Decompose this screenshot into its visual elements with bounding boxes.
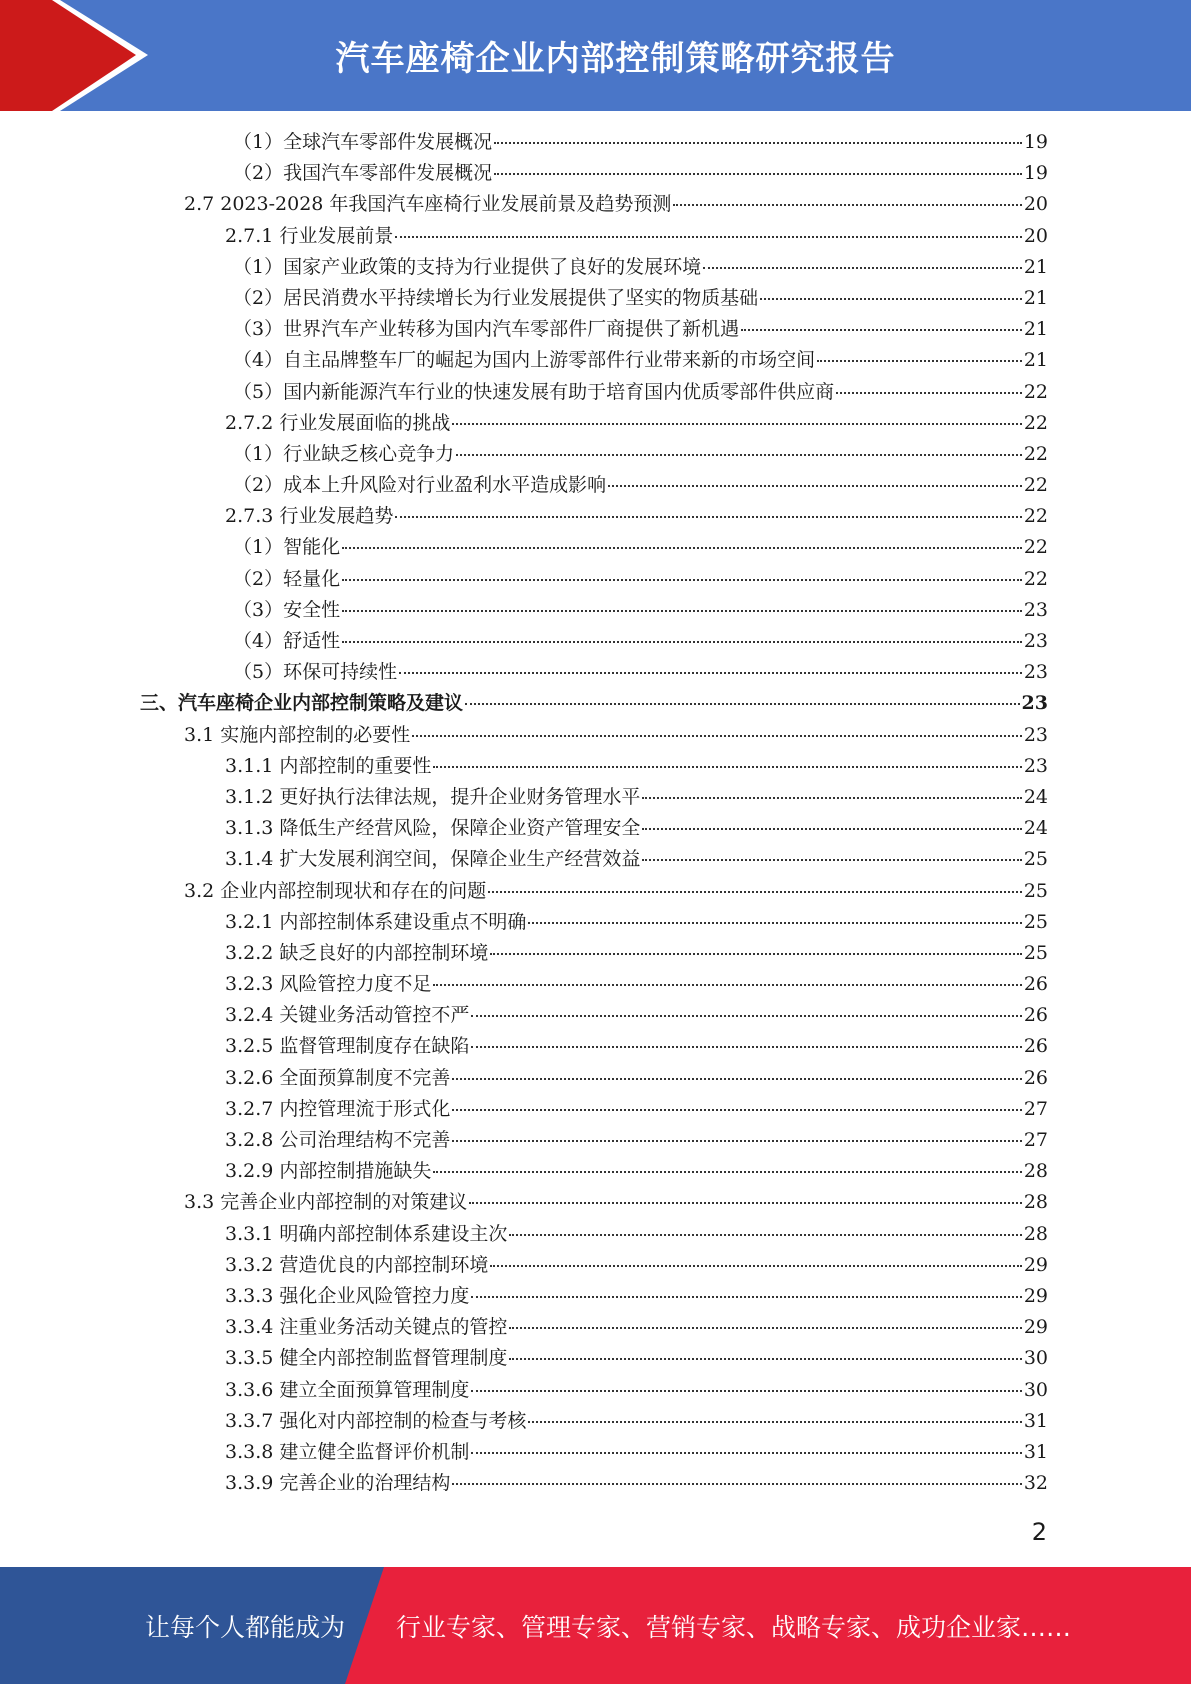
- toc-entry[interactable]: [140, 1250, 1048, 1281]
- toc-entry-page: 27: [1023, 1097, 1048, 1120]
- toc-dot-leader: [452, 423, 1021, 425]
- toc-dot-leader: [342, 641, 1022, 643]
- toc-dot-leader: [741, 329, 1022, 331]
- toc-entry[interactable]: [140, 907, 1048, 938]
- toc-entry[interactable]: [140, 345, 1048, 376]
- toc-entry-page: 28: [1023, 1191, 1048, 1214]
- toc-entry-title: 2.7.2 行业发展面临的挑战: [225, 411, 451, 434]
- toc-dot-leader: [433, 984, 1021, 986]
- toc-entry-title: 3.1.1 内部控制的重要性: [225, 754, 432, 777]
- footer-slogan-left: 让每个人都能成为: [144, 1612, 345, 1642]
- page-header: [0, 0, 1191, 111]
- toc-dot-leader: [395, 236, 1021, 238]
- toc-entry-page: 22: [1023, 411, 1048, 434]
- toc-entry-page: 26: [1023, 1004, 1048, 1027]
- toc-entry-title: （1）行业缺乏核心竞争力: [233, 442, 455, 465]
- toc-entry-title: 3.2.1 内部控制体系建设重点不明确: [225, 910, 527, 933]
- toc-entry-title: 3.1.4 扩大发展利润空间，保障企业生产经营效益: [225, 848, 641, 871]
- toc-entry-page: 20: [1023, 224, 1048, 247]
- toc-entry-page: 26: [1023, 1066, 1048, 1089]
- toc-entry[interactable]: [140, 782, 1048, 813]
- toc-entry-page: 19: [1023, 131, 1048, 153]
- toc-entry-title: 3.2.7 内控管理流于形式化: [225, 1097, 451, 1120]
- toc-entry-title: 3.2.4 关键业务活动管控不严: [225, 1004, 470, 1027]
- toc-entry-title: （1）国家产业政策的支持为行业提供了良好的发展环境: [233, 255, 702, 278]
- toc-entry[interactable]: [140, 252, 1048, 283]
- toc-entry-page: 20: [1023, 193, 1048, 216]
- toc-dot-leader: [342, 547, 1022, 549]
- page-number: 2: [1031, 1518, 1047, 1546]
- toc-dot-leader: [642, 797, 1021, 799]
- toc-dot-leader: [673, 204, 1021, 206]
- toc-entry-page: 24: [1023, 785, 1048, 808]
- toc-entry[interactable]: [140, 470, 1048, 501]
- toc-entry[interactable]: [140, 439, 1048, 470]
- toc-dot-leader: [642, 828, 1021, 830]
- toc-dot-leader: [471, 1046, 1021, 1048]
- toc-dot-leader: [433, 766, 1021, 768]
- toc-dot-leader: [452, 1078, 1021, 1080]
- toc-entry-title: 3.1.2 更好执行法律法规，提升企业财务管理水平: [225, 785, 641, 808]
- toc-entry-page: 23: [1023, 723, 1048, 746]
- toc-entry[interactable]: [140, 314, 1048, 345]
- toc-entry-page: 22: [1023, 536, 1048, 559]
- toc-dot-leader: [509, 1234, 1021, 1236]
- toc-entry-page: 21: [1023, 349, 1048, 372]
- toc-entry-title: （5）环保可持续性: [233, 661, 398, 684]
- toc-dot-leader: [469, 1202, 1022, 1204]
- toc-entry-title: 3.2.5 监督管理制度存在缺陷: [225, 1035, 470, 1058]
- toc-entry[interactable]: [140, 1094, 1048, 1125]
- toc-dot-leader: [509, 1327, 1021, 1329]
- toc-entry-page: 28: [1023, 1222, 1048, 1245]
- toc-entry-title: （2）成本上升风险对行业盈利水平造成影响: [233, 474, 607, 497]
- toc-entry-title: （2）居民消费水平持续增长为行业发展提供了坚实的物质基础: [233, 286, 759, 309]
- toc-dot-leader: [452, 1140, 1021, 1142]
- toc-entry-page: 22: [1023, 380, 1048, 403]
- toc-entry-title: 3.3.8 建立健全监督评价机制: [225, 1440, 470, 1463]
- toc-entry[interactable]: [140, 1343, 1048, 1374]
- toc-entry-title: （3）安全性: [233, 598, 341, 621]
- toc-entry[interactable]: [140, 1375, 1048, 1406]
- footer-slogan-right: 行业专家、管理专家、营销专家、战略专家、成功企业家……: [396, 1612, 1072, 1642]
- toc-entry[interactable]: [140, 127, 1048, 158]
- toc-dot-leader: [608, 485, 1022, 487]
- toc-dot-leader: [342, 579, 1022, 581]
- toc-entry-title: 三、汽车座椅企业内部控制策略及建议: [140, 692, 464, 715]
- toc-entry[interactable]: [140, 1000, 1048, 1031]
- toc-entry[interactable]: [140, 657, 1048, 688]
- toc-entry[interactable]: [140, 501, 1048, 532]
- toc-entry-page: 23: [1023, 754, 1048, 777]
- toc-entry[interactable]: [140, 1468, 1048, 1499]
- toc-entry[interactable]: [140, 189, 1048, 220]
- toc-entry[interactable]: [140, 1312, 1048, 1343]
- toc-entry-title: （4）舒适性: [233, 630, 341, 652]
- toc-dot-leader: [490, 1265, 1021, 1267]
- toc-entry-page: 21: [1023, 286, 1048, 309]
- toc-entry[interactable]: [140, 564, 1048, 595]
- toc-entry-page: 28: [1023, 1160, 1048, 1183]
- toc-entry[interactable]: [140, 1219, 1048, 1250]
- toc-entry-title: （5）国内新能源汽车行业的快速发展有助于培育国内优质零部件供应商: [233, 380, 835, 403]
- toc-entry-page: 25: [1023, 941, 1048, 964]
- toc-entry-title: 3.2 企业内部控制现状和存在的问题: [184, 879, 487, 902]
- toc-dot-leader: [471, 1015, 1021, 1017]
- toc-entry[interactable]: [140, 688, 1048, 719]
- toc-entry-title: 3.1 实施内部控制的必要性: [184, 723, 411, 746]
- toc-entry-page: 29: [1023, 1316, 1048, 1339]
- toc-dot-leader: [528, 1421, 1021, 1423]
- toc-entry-title: 3.3.6 建立全面预算管理制度: [225, 1378, 470, 1401]
- toc-dot-leader: [494, 173, 1022, 175]
- toc-entry-page: 25: [1023, 879, 1048, 902]
- toc-entry[interactable]: [140, 1437, 1048, 1468]
- report-title: 汽车座椅企业内部控制策略研究报告: [335, 39, 896, 79]
- toc-entry-title: 3.1.3 降低生产经营风险，保障企业资产管理安全: [225, 817, 641, 840]
- toc-dot-leader: [395, 516, 1021, 518]
- toc-entry[interactable]: [140, 938, 1048, 969]
- toc-dot-leader: [490, 953, 1021, 955]
- toc-entry-page: 31: [1023, 1409, 1048, 1432]
- toc-entry[interactable]: [140, 720, 1048, 751]
- toc-entry-page: 25: [1023, 848, 1048, 871]
- toc-entry-page: 22: [1023, 505, 1048, 528]
- toc-entry[interactable]: [140, 1031, 1048, 1062]
- toc-entry-title: （3）世界汽车产业转移为国内汽车零部件厂商提供了新机遇: [233, 318, 740, 341]
- toc-entry-page: 21: [1023, 255, 1048, 278]
- toc-entry-page: 29: [1023, 1284, 1048, 1307]
- toc-entry-page: 23: [1023, 630, 1048, 652]
- toc-entry[interactable]: [140, 1281, 1048, 1312]
- toc-entry-page: 23: [1023, 661, 1048, 684]
- toc-entry[interactable]: [140, 283, 1048, 314]
- toc-entry-page: 32: [1023, 1472, 1048, 1495]
- toc-entry[interactable]: [140, 969, 1048, 1000]
- toc-entry[interactable]: [140, 813, 1048, 844]
- toc-entry[interactable]: [140, 1187, 1048, 1218]
- toc-entry-title: 2.7.1 行业发展前景: [225, 224, 394, 247]
- toc-entry-page: 26: [1023, 973, 1048, 996]
- toc-entry-page: 19: [1023, 162, 1048, 185]
- page-footer: [0, 1567, 1191, 1684]
- toc-dot-leader: [412, 735, 1022, 737]
- toc-entry-page: 25: [1023, 910, 1048, 933]
- toc-entry-page: 27: [1023, 1129, 1048, 1151]
- toc-entry-page: 24: [1023, 817, 1048, 840]
- toc-entry[interactable]: [140, 221, 1048, 252]
- toc-entry[interactable]: [140, 408, 1048, 439]
- toc-entry-page: 26: [1023, 1035, 1048, 1058]
- toc-dot-leader: [509, 1358, 1021, 1360]
- toc-entry[interactable]: [140, 532, 1048, 563]
- toc-dot-leader: [528, 922, 1021, 924]
- toc-entry-page: 31: [1023, 1440, 1048, 1463]
- toc-entry-page: 23: [1023, 598, 1048, 621]
- toc-entry-title: 3.3.9 完善企业的治理结构: [225, 1472, 451, 1495]
- toc-dot-leader: [471, 1452, 1021, 1454]
- toc-entry[interactable]: [140, 844, 1048, 875]
- toc-entry-title: 3.2.9 内部控制措施缺失: [225, 1160, 432, 1183]
- toc-entry-title: 3.3.5 健全内部控制监督管理制度: [225, 1347, 508, 1370]
- toc-entry[interactable]: [140, 876, 1048, 907]
- toc-dot-leader: [642, 859, 1021, 861]
- toc-dot-leader: [836, 392, 1022, 394]
- toc-entry-page: 22: [1023, 474, 1048, 497]
- toc-dot-leader: [471, 1390, 1021, 1392]
- toc-entry-page: 21: [1023, 318, 1048, 341]
- toc-entry-title: （1）智能化: [233, 536, 341, 559]
- toc-entry-page: 30: [1023, 1347, 1048, 1370]
- toc-dot-leader: [452, 1109, 1021, 1111]
- toc-entry[interactable]: [140, 1125, 1048, 1156]
- toc-entry[interactable]: [140, 1156, 1048, 1187]
- toc-entry-page: 23: [1021, 692, 1048, 715]
- toc-entry[interactable]: [140, 1063, 1048, 1094]
- toc-dot-leader: [488, 891, 1022, 893]
- toc-dot-leader: [817, 360, 1022, 362]
- toc-entry-title: 3.2.3 风险管控力度不足: [225, 973, 432, 996]
- toc-dot-leader: [452, 1483, 1021, 1485]
- toc-entry-title: 3.2.8 公司治理结构不完善: [225, 1129, 451, 1151]
- toc-entry-title: （4）自主品牌整车厂的崛起为国内上游零部件行业带来新的市场空间: [233, 349, 816, 372]
- toc-dot-leader: [399, 672, 1022, 674]
- toc-entry[interactable]: [140, 751, 1048, 782]
- toc-dot-leader: [433, 1171, 1021, 1173]
- toc-entry[interactable]: [140, 626, 1048, 657]
- toc-dot-leader: [760, 298, 1022, 300]
- toc-entry-page: 29: [1023, 1253, 1048, 1276]
- toc-entry-title: 3.3.3 强化企业风险管控力度: [225, 1284, 470, 1307]
- toc-entry-title: 2.7.3 行业发展趋势: [225, 505, 394, 528]
- toc-entry[interactable]: [140, 158, 1048, 189]
- header-arrow-icon: [0, 0, 160, 111]
- toc-entry-title: （2）我国汽车零部件发展概况: [233, 162, 493, 185]
- toc-dot-leader: [471, 1296, 1021, 1298]
- toc-dot-leader: [342, 610, 1022, 612]
- toc-entry[interactable]: [140, 595, 1048, 626]
- toc-dot-leader: [465, 703, 1020, 705]
- toc-dot-leader: [456, 454, 1022, 456]
- toc-entry-title: 3.3.4 注重业务活动关键点的管控: [225, 1316, 508, 1339]
- table-of-contents: [140, 127, 1048, 1499]
- toc-entry-title: 3.3.7 强化对内部控制的检查与考核: [225, 1409, 527, 1432]
- toc-entry[interactable]: [140, 377, 1048, 408]
- toc-entry-title: 2.7 2023-2028 年我国汽车座椅行业发展前景及趋势预测: [184, 193, 672, 216]
- toc-entry-title: （2）轻量化: [233, 567, 341, 590]
- toc-entry-page: 30: [1023, 1378, 1048, 1401]
- toc-entry-title: 3.2.2 缺乏良好的内部控制环境: [225, 941, 489, 964]
- toc-entry-page: 22: [1023, 567, 1048, 590]
- toc-entry-page: 22: [1023, 442, 1048, 465]
- toc-entry-title: 3.3.2 营造优良的内部控制环境: [225, 1253, 489, 1276]
- toc-entry-title: 3.3 完善企业内部控制的对策建议: [184, 1191, 468, 1214]
- toc-dot-leader: [494, 142, 1022, 144]
- toc-dot-leader: [703, 267, 1022, 269]
- toc-entry-title: 3.3.1 明确内部控制体系建设主次: [225, 1222, 508, 1245]
- toc-entry[interactable]: [140, 1406, 1048, 1437]
- toc-entry-title: （1）全球汽车零部件发展概况: [233, 131, 493, 153]
- toc-entry-title: 3.2.6 全面预算制度不完善: [225, 1066, 451, 1089]
